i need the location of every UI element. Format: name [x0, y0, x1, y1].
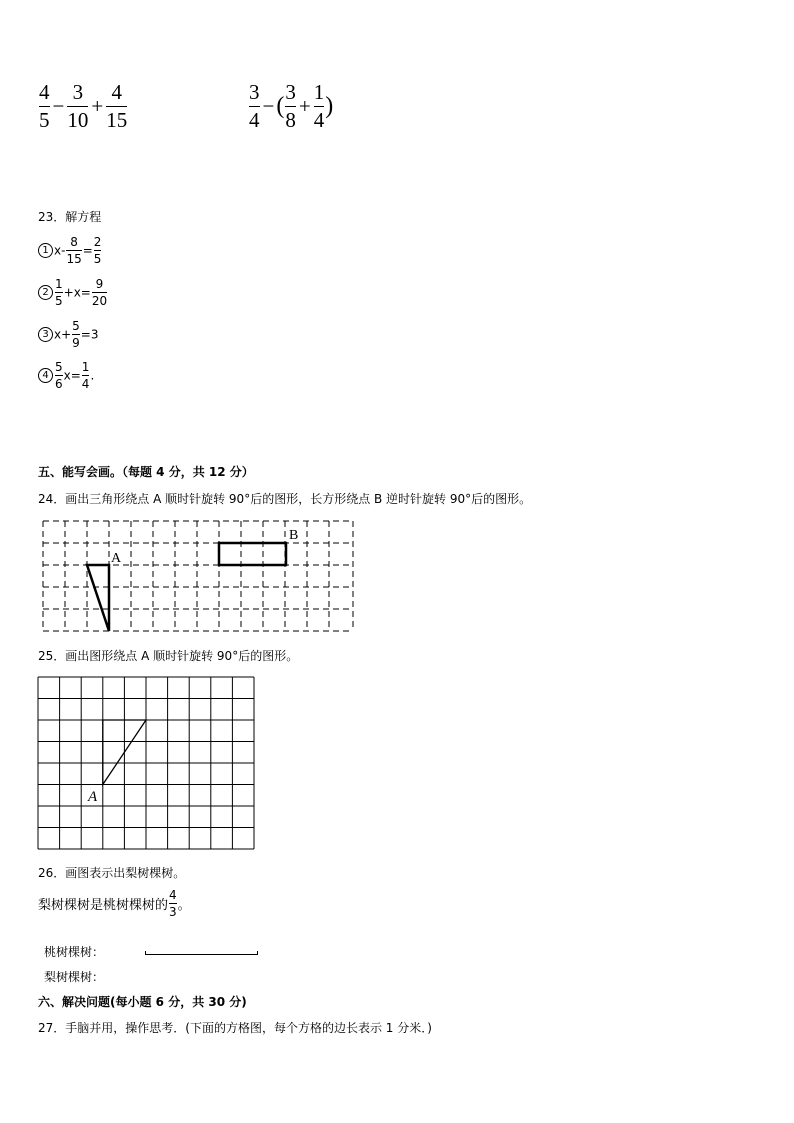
circled-number: 3 — [38, 327, 53, 342]
q25-text: 25．画出图形绕点 A 顺时针旋转 90°后的图形。 — [38, 649, 299, 663]
section-6-title: 六、解决问题(每小题 6 分，共 30 分) — [38, 995, 247, 1009]
expression-1 — [38, 82, 128, 131]
right-paren: ) — [325, 93, 334, 119]
fraction: $\frac{4}{3}$ — [169, 888, 177, 919]
circled-number: 4 — [38, 368, 53, 383]
equation-3: 3 x+ $\frac{5}{9}$ =3 — [38, 320, 99, 349]
fraction: $\frac{3}{10}$ — [67, 80, 89, 132]
plus-sign: + — [91, 94, 104, 118]
q26-text: 26．画图表示出梨树棵树。 — [38, 866, 186, 880]
minus-sign: − — [52, 94, 65, 118]
triangle-shape — [87, 565, 109, 631]
fraction: $\frac{3}{8}$ — [285, 80, 296, 132]
q24-grid-figure — [40, 518, 356, 634]
fraction: $\frac{4}{5}$ — [39, 80, 50, 132]
fraction: $\frac{3}{4}$ — [249, 80, 260, 132]
circled-number: 2 — [38, 285, 53, 300]
equation-2: 2 $\frac{1}{5}$ +x= $\frac{9}{20}$ — [38, 278, 108, 307]
plus-sign: + — [298, 94, 311, 118]
section-5-title: 五、能写会画。（每题 4 分，共 12 分） — [38, 465, 254, 479]
fraction: $\frac{1}{4}$ — [313, 80, 325, 132]
q26-relation: 梨树棵树是桃树棵树的 $\frac{4}{3}$ 。 — [38, 888, 191, 919]
q23-title: 23．解方程 — [38, 210, 102, 224]
fraction: $\frac{5}{9}$ — [72, 319, 80, 350]
q25-grid-figure — [36, 675, 258, 851]
rectangle-shape — [219, 543, 286, 565]
point-a-label: A — [111, 551, 122, 566]
fraction: $\frac{1}{4}$ — [81, 360, 90, 391]
pear-label: 梨树棵树： — [44, 970, 105, 984]
fraction: $\frac{2}{5}$ — [93, 235, 102, 266]
q27-text: 27．手脑并用，操作思考．(下面的方格图，每个方格的边长表示 1 分米．) — [38, 1021, 432, 1035]
circled-number: 1 — [38, 243, 53, 258]
equation-4: 4 $\frac{5}{6}$ x= $\frac{1}{4}$ . — [38, 361, 94, 390]
point-b-label: B — [289, 528, 299, 543]
fraction: $\frac{4}{15}$ — [106, 80, 128, 132]
fraction: $\frac{8}{15}$ — [66, 235, 82, 266]
minus-sign: − — [262, 94, 275, 118]
point-a-label: A — [88, 789, 98, 805]
q24-text: 24．画出三角形绕点 A 顺时针旋转 90°后的图形，长方形绕点 B 逆时针旋转 90°后的图形。 — [38, 492, 532, 506]
left-paren: ( — [276, 93, 285, 119]
equation-1: 1 x- $\frac{8}{15}$ = $\frac{2}{5}$ — [38, 236, 102, 265]
fraction: $\frac{1}{5}$ — [55, 277, 63, 308]
peach-segment — [145, 951, 258, 955]
expression-2 — [248, 82, 333, 131]
peach-label: 桃树棵树： — [44, 945, 105, 959]
fraction: $\frac{9}{20}$ — [91, 277, 108, 308]
fraction: $\frac{5}{6}$ — [55, 360, 63, 391]
